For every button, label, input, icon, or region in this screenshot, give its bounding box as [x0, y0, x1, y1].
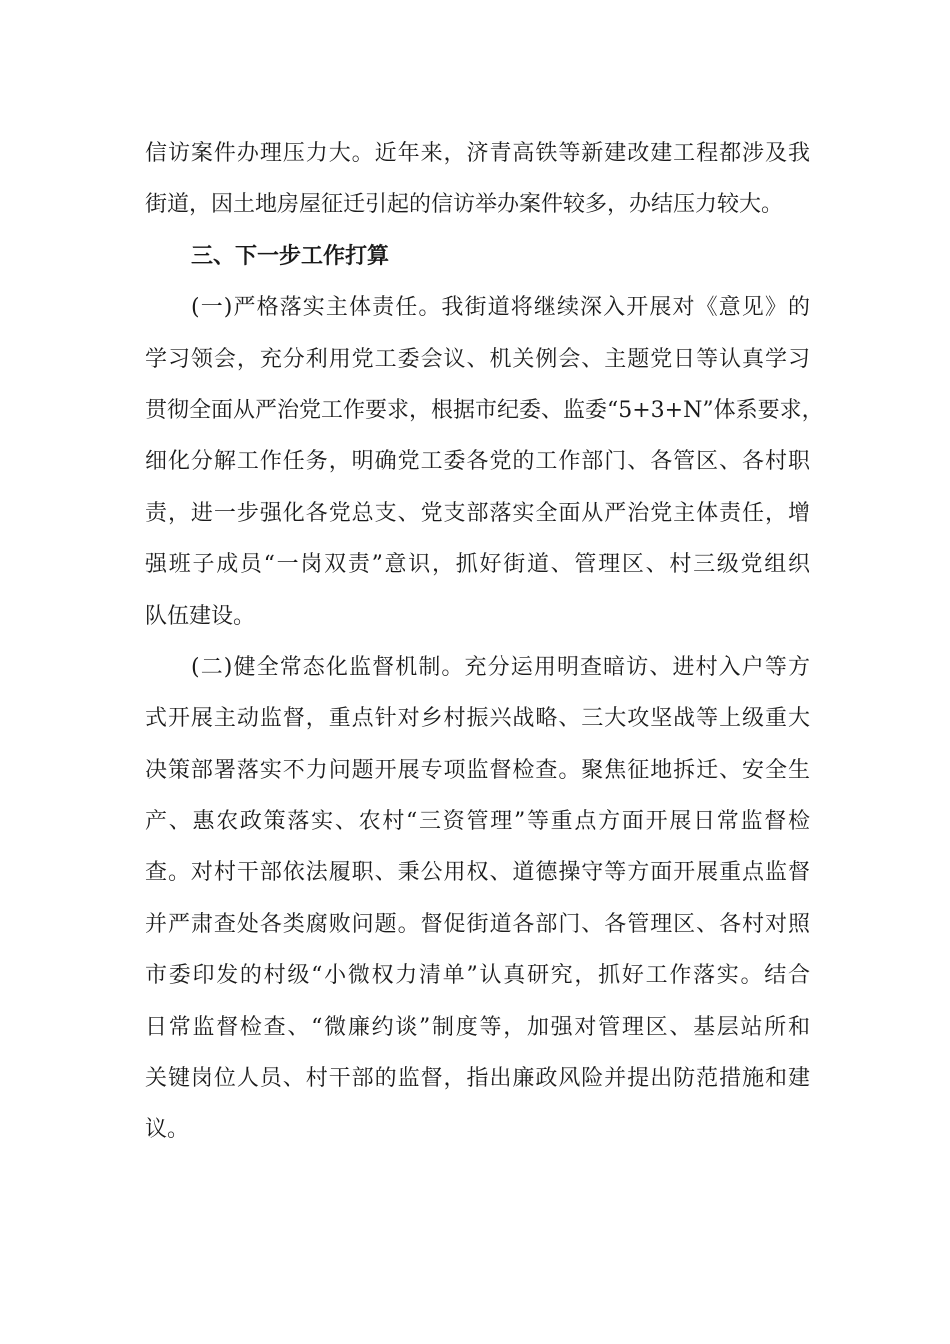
text-line: 产、惠农政策落实、农村“三资管理”等重点方面开展日常监督检 [145, 809, 810, 835]
text-line: (一)严格落实主体责任。我街道将继续深入开展对《意见》的 [191, 295, 810, 321]
section-heading-next-steps: 三、下一步工作打算 [191, 243, 390, 269]
document-body [145, 128, 824, 1156]
text-line: 责，进一步强化各党总支、党支部落实全面从严治党主体责任，增 [145, 500, 810, 526]
text-line: 议。 [145, 1117, 190, 1143]
text-line: (二)健全常态化监督机制。充分运用明查暗访、进村入户等方 [191, 654, 810, 680]
text-line: 细化分解工作任务，明确党工委各党的工作部门、各管区、各村职 [145, 449, 810, 475]
text-line: 式开展主动监督，重点针对乡村振兴战略、三大攻坚战等上级重大 [145, 706, 810, 732]
text-line: 查。对村干部依法履职、秉公用权、道德操守等方面开展重点监督 [145, 860, 810, 886]
text-line: 并严肃查处各类腐败问题。督促街道各部门、各管理区、各村对照 [145, 911, 810, 937]
paragraph-supervision-mechanism [145, 642, 810, 1156]
text-line: 信访案件办理压力大。近年来，济青高铁等新建改建工程都涉及我 [145, 141, 810, 166]
text-line: 贯彻全面从严治党工作要求，根据市纪委、监委“5+3+N”体系要求， [145, 397, 824, 423]
text-line: 队伍建设。 [145, 603, 256, 629]
text-line: 街道，因土地房屋征迁引起的信访举办案件较多，办结压力较大。 [145, 192, 784, 218]
paragraph-petition-pressure [145, 128, 810, 231]
text-line: 强班子成员“一岗双责”意识，抓好街道、管理区、村三级党组织 [145, 552, 810, 578]
text-line: 市委印发的村级“小微权力清单”认真研究，抓好工作落实。结合 [145, 963, 810, 989]
text-line: 日常监督检查、“微廉约谈”制度等，加强对管理区、基层站所和 [145, 1014, 810, 1040]
text-line: 学习领会，充分利用党工委会议、机关例会、主题党日等认真学习 [145, 346, 810, 372]
text-line: 决策部署落实不力问题开展专项监督检查。聚焦征地拆迁、安全生 [145, 757, 810, 783]
text-line: 关键岗位人员、村干部的监督，指出廉政风险并提出防范措施和建 [145, 1066, 810, 1092]
paragraph-main-responsibility [145, 282, 824, 642]
